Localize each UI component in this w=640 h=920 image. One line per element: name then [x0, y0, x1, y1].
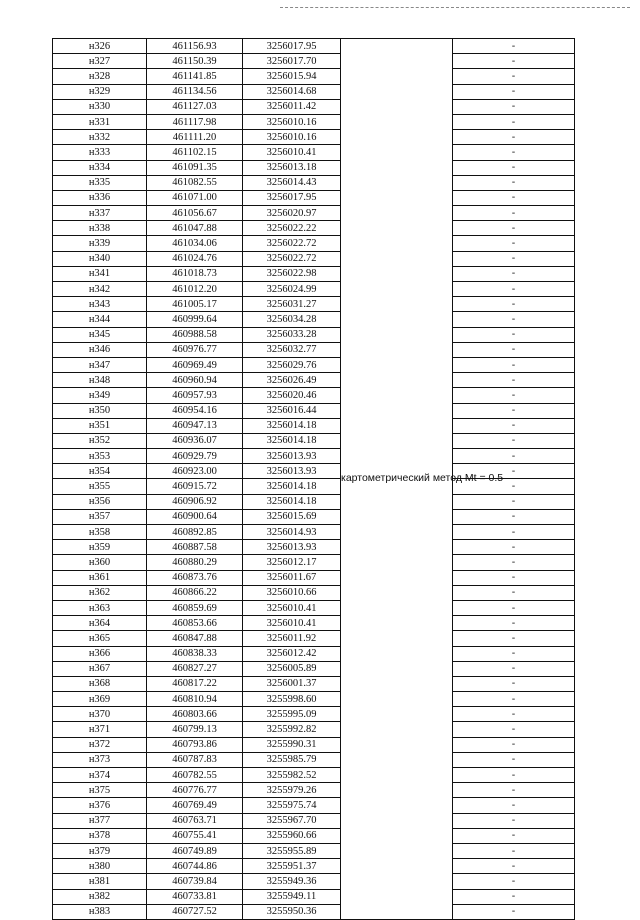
accuracy-cell: - [453, 357, 575, 372]
coordinates-table-body [53, 39, 575, 920]
y-coordinate-cell: 3256022.22 [243, 221, 341, 236]
x-coordinate-cell: 460887.58 [147, 540, 243, 555]
table-row [53, 54, 575, 69]
table-row [53, 737, 575, 752]
y-coordinate-cell: 3256017.70 [243, 54, 341, 69]
point-id-cell: н356 [53, 494, 147, 509]
y-coordinate-cell: 3256015.69 [243, 509, 341, 524]
y-coordinate-cell: 3255949.11 [243, 889, 341, 904]
table-row [53, 403, 575, 418]
point-id-cell: н329 [53, 84, 147, 99]
point-id-cell: н334 [53, 160, 147, 175]
point-id-cell: н348 [53, 373, 147, 388]
x-coordinate-cell: 461156.93 [147, 39, 243, 54]
table-row [53, 130, 575, 145]
x-coordinate-cell: 460817.22 [147, 676, 243, 691]
point-id-cell: н381 [53, 874, 147, 889]
x-coordinate-cell: 460739.84 [147, 874, 243, 889]
x-coordinate-cell: 461134.56 [147, 84, 243, 99]
x-coordinate-cell: 460900.64 [147, 509, 243, 524]
table-row [53, 357, 575, 372]
point-id-cell: н374 [53, 768, 147, 783]
y-coordinate-cell: 3256012.42 [243, 646, 341, 661]
point-id-cell: н352 [53, 433, 147, 448]
accuracy-cell: - [453, 631, 575, 646]
x-coordinate-cell: 460923.00 [147, 464, 243, 479]
y-coordinate-cell: 3256015.94 [243, 69, 341, 84]
x-coordinate-cell: 461056.67 [147, 206, 243, 221]
accuracy-cell: - [453, 312, 575, 327]
y-coordinate-cell: 3255995.09 [243, 707, 341, 722]
accuracy-cell: - [453, 145, 575, 160]
accuracy-cell: - [453, 266, 575, 281]
point-id-cell: н370 [53, 707, 147, 722]
x-coordinate-cell: 460957.93 [147, 388, 243, 403]
point-id-cell: н383 [53, 904, 147, 919]
x-coordinate-cell: 461117.98 [147, 114, 243, 129]
x-coordinate-cell: 460906.92 [147, 494, 243, 509]
accuracy-cell: - [453, 692, 575, 707]
point-id-cell: н372 [53, 737, 147, 752]
table-row [53, 327, 575, 342]
y-coordinate-cell: 3256024.99 [243, 282, 341, 297]
accuracy-cell: - [453, 509, 575, 524]
page-top-rule [280, 7, 630, 8]
table-row [53, 540, 575, 555]
table-row [53, 221, 575, 236]
table-row [53, 798, 575, 813]
y-coordinate-cell: 3256031.27 [243, 297, 341, 312]
x-coordinate-cell: 460873.76 [147, 570, 243, 585]
point-id-cell: н342 [53, 282, 147, 297]
point-id-cell: н367 [53, 661, 147, 676]
y-coordinate-cell: 3256034.28 [243, 312, 341, 327]
point-id-cell: н337 [53, 206, 147, 221]
y-coordinate-cell: 3256011.67 [243, 570, 341, 585]
accuracy-cell: - [453, 525, 575, 540]
x-coordinate-cell: 461005.17 [147, 297, 243, 312]
y-coordinate-cell: 3255950.36 [243, 904, 341, 919]
x-coordinate-cell: 461012.20 [147, 282, 243, 297]
x-coordinate-cell: 461102.15 [147, 145, 243, 160]
x-coordinate-cell: 460776.77 [147, 783, 243, 798]
point-id-cell: н350 [53, 403, 147, 418]
point-id-cell: н378 [53, 828, 147, 843]
accuracy-cell: - [453, 418, 575, 433]
accuracy-cell: - [453, 373, 575, 388]
table-row [53, 676, 575, 691]
accuracy-cell: - [453, 661, 575, 676]
table-row [53, 297, 575, 312]
accuracy-cell: - [453, 859, 575, 874]
y-coordinate-cell: 3256013.93 [243, 464, 341, 479]
table-row [53, 251, 575, 266]
table-row [53, 828, 575, 843]
x-coordinate-cell: 460838.33 [147, 646, 243, 661]
table-row [53, 388, 575, 403]
point-id-cell: н361 [53, 570, 147, 585]
point-id-cell: н353 [53, 449, 147, 464]
x-coordinate-cell: 461018.73 [147, 266, 243, 281]
y-coordinate-cell: 3256026.49 [243, 373, 341, 388]
point-id-cell: н344 [53, 312, 147, 327]
x-coordinate-cell: 461091.35 [147, 160, 243, 175]
accuracy-cell: - [453, 342, 575, 357]
point-id-cell: н354 [53, 464, 147, 479]
table-row [53, 494, 575, 509]
accuracy-cell: - [453, 570, 575, 585]
x-coordinate-cell: 461082.55 [147, 175, 243, 190]
point-id-cell: н364 [53, 616, 147, 631]
point-id-cell: н346 [53, 342, 147, 357]
x-coordinate-cell: 460976.77 [147, 342, 243, 357]
accuracy-cell: - [453, 99, 575, 114]
point-id-cell: н335 [53, 175, 147, 190]
accuracy-cell: - [453, 449, 575, 464]
x-coordinate-cell: 461127.03 [147, 99, 243, 114]
accuracy-cell: - [453, 540, 575, 555]
table-row [53, 570, 575, 585]
x-coordinate-cell: 460769.49 [147, 798, 243, 813]
point-id-cell: н343 [53, 297, 147, 312]
y-coordinate-cell: 3256020.97 [243, 206, 341, 221]
y-coordinate-cell: 3256012.17 [243, 555, 341, 570]
x-coordinate-cell: 460866.22 [147, 585, 243, 600]
point-id-cell: н366 [53, 646, 147, 661]
point-id-cell: н362 [53, 585, 147, 600]
y-coordinate-cell: 3256014.18 [243, 479, 341, 494]
point-id-cell: н380 [53, 859, 147, 874]
x-coordinate-cell: 460727.52 [147, 904, 243, 919]
accuracy-cell: - [453, 464, 575, 479]
table-row [53, 661, 575, 676]
table-row [53, 418, 575, 433]
point-id-cell: н332 [53, 130, 147, 145]
y-coordinate-cell: 3256011.92 [243, 631, 341, 646]
x-coordinate-cell: 460803.66 [147, 707, 243, 722]
point-id-cell: н326 [53, 39, 147, 54]
point-id-cell: н331 [53, 114, 147, 129]
y-coordinate-cell: 3256013.93 [243, 449, 341, 464]
table-row [53, 175, 575, 190]
x-coordinate-cell: 460847.88 [147, 631, 243, 646]
table-row [53, 39, 575, 54]
x-coordinate-cell: 460936.07 [147, 433, 243, 448]
accuracy-cell: - [453, 722, 575, 737]
y-coordinate-cell: 3256010.16 [243, 130, 341, 145]
y-coordinate-cell: 3256013.18 [243, 160, 341, 175]
table-row [53, 114, 575, 129]
x-coordinate-cell: 460799.13 [147, 722, 243, 737]
accuracy-cell: - [453, 479, 575, 494]
accuracy-cell: - [453, 616, 575, 631]
y-coordinate-cell: 3256020.46 [243, 388, 341, 403]
accuracy-cell: - [453, 206, 575, 221]
accuracy-cell: - [453, 190, 575, 205]
accuracy-cell: - [453, 160, 575, 175]
table-row [53, 509, 575, 524]
y-coordinate-cell: 3255960.66 [243, 828, 341, 843]
accuracy-cell: - [453, 889, 575, 904]
y-coordinate-cell: 3255951.37 [243, 859, 341, 874]
y-coordinate-cell: 3255992.82 [243, 722, 341, 737]
table-row [53, 843, 575, 858]
accuracy-cell: - [453, 737, 575, 752]
accuracy-cell: - [453, 69, 575, 84]
y-coordinate-cell: 3255975.74 [243, 798, 341, 813]
x-coordinate-cell: 460810.94 [147, 692, 243, 707]
y-coordinate-cell: 3255985.79 [243, 752, 341, 767]
point-id-cell: н373 [53, 752, 147, 767]
x-coordinate-cell: 460892.85 [147, 525, 243, 540]
accuracy-cell: - [453, 798, 575, 813]
accuracy-cell: - [453, 707, 575, 722]
table-row [53, 904, 575, 919]
accuracy-cell: - [453, 388, 575, 403]
y-coordinate-cell: 3256014.93 [243, 525, 341, 540]
accuracy-cell: - [453, 646, 575, 661]
table-row [53, 266, 575, 281]
x-coordinate-cell: 460793.86 [147, 737, 243, 752]
point-id-cell: н382 [53, 889, 147, 904]
accuracy-cell: - [453, 433, 575, 448]
point-id-cell: н363 [53, 600, 147, 615]
x-coordinate-cell: 461111.20 [147, 130, 243, 145]
point-id-cell: н327 [53, 54, 147, 69]
table-row [53, 692, 575, 707]
accuracy-cell: - [453, 813, 575, 828]
point-id-cell: н355 [53, 479, 147, 494]
table-row [53, 600, 575, 615]
x-coordinate-cell: 460960.94 [147, 373, 243, 388]
point-id-cell: н379 [53, 843, 147, 858]
accuracy-cell: - [453, 555, 575, 570]
x-coordinate-cell: 460763.71 [147, 813, 243, 828]
table-row [53, 145, 575, 160]
accuracy-cell: - [453, 752, 575, 767]
y-coordinate-cell: 3255949.36 [243, 874, 341, 889]
accuracy-cell: - [453, 297, 575, 312]
point-id-cell: н339 [53, 236, 147, 251]
table-row [53, 282, 575, 297]
y-coordinate-cell: 3256005.89 [243, 661, 341, 676]
accuracy-cell: - [453, 843, 575, 858]
y-coordinate-cell: 3256014.18 [243, 494, 341, 509]
point-id-cell: н369 [53, 692, 147, 707]
point-id-cell: н368 [53, 676, 147, 691]
y-coordinate-cell: 3256017.95 [243, 39, 341, 54]
table-row [53, 813, 575, 828]
y-coordinate-cell: 3255982.52 [243, 768, 341, 783]
y-coordinate-cell: 3256014.68 [243, 84, 341, 99]
accuracy-cell: - [453, 251, 575, 266]
y-coordinate-cell: 3256014.18 [243, 433, 341, 448]
accuracy-cell: - [453, 768, 575, 783]
table-row [53, 889, 575, 904]
point-id-cell: н333 [53, 145, 147, 160]
accuracy-cell: - [453, 783, 575, 798]
x-coordinate-cell: 460827.27 [147, 661, 243, 676]
accuracy-cell: - [453, 236, 575, 251]
table-row [53, 312, 575, 327]
accuracy-cell: - [453, 494, 575, 509]
table-row [53, 99, 575, 114]
table-row [53, 874, 575, 889]
table-row [53, 433, 575, 448]
x-coordinate-cell: 461141.85 [147, 69, 243, 84]
accuracy-cell: - [453, 282, 575, 297]
accuracy-cell: - [453, 39, 575, 54]
point-id-cell: н357 [53, 509, 147, 524]
point-id-cell: н328 [53, 69, 147, 84]
accuracy-cell: - [453, 585, 575, 600]
point-id-cell: н371 [53, 722, 147, 737]
y-coordinate-cell: 3256022.72 [243, 251, 341, 266]
y-coordinate-cell: 3256022.72 [243, 236, 341, 251]
point-id-cell: н360 [53, 555, 147, 570]
accuracy-cell: - [453, 54, 575, 69]
table-row [53, 373, 575, 388]
y-coordinate-cell: 3256010.41 [243, 600, 341, 615]
accuracy-cell: - [453, 175, 575, 190]
y-coordinate-cell: 3256029.76 [243, 357, 341, 372]
y-coordinate-cell: 3256014.18 [243, 418, 341, 433]
x-coordinate-cell: 461047.88 [147, 221, 243, 236]
point-id-cell: н376 [53, 798, 147, 813]
point-id-cell: н349 [53, 388, 147, 403]
x-coordinate-cell: 461034.06 [147, 236, 243, 251]
x-coordinate-cell: 461024.76 [147, 251, 243, 266]
y-coordinate-cell: 3256014.43 [243, 175, 341, 190]
accuracy-cell: - [453, 904, 575, 919]
accuracy-cell: - [453, 828, 575, 843]
table-row [53, 236, 575, 251]
accuracy-cell: - [453, 84, 575, 99]
x-coordinate-cell: 460947.13 [147, 418, 243, 433]
y-coordinate-cell: 3256032.77 [243, 342, 341, 357]
y-coordinate-cell: 3256013.93 [243, 540, 341, 555]
y-coordinate-cell: 3256022.98 [243, 266, 341, 281]
x-coordinate-cell: 460969.49 [147, 357, 243, 372]
point-id-cell: н351 [53, 418, 147, 433]
y-coordinate-cell: 3256010.41 [243, 145, 341, 160]
point-id-cell: н359 [53, 540, 147, 555]
table-row [53, 190, 575, 205]
coordinates-table [52, 38, 575, 920]
table-row [53, 783, 575, 798]
x-coordinate-cell: 460744.86 [147, 859, 243, 874]
point-id-cell: н340 [53, 251, 147, 266]
x-coordinate-cell: 461150.39 [147, 54, 243, 69]
table-row [53, 722, 575, 737]
method-cell: картометрический метод Mt = 0.5 [341, 39, 453, 920]
y-coordinate-cell: 3255955.89 [243, 843, 341, 858]
point-id-cell: н336 [53, 190, 147, 205]
y-coordinate-cell: 3256033.28 [243, 327, 341, 342]
table-row [53, 752, 575, 767]
y-coordinate-cell: 3255967.70 [243, 813, 341, 828]
x-coordinate-cell: 460915.72 [147, 479, 243, 494]
x-coordinate-cell: 460859.69 [147, 600, 243, 615]
point-id-cell: н358 [53, 525, 147, 540]
y-coordinate-cell: 3256010.16 [243, 114, 341, 129]
x-coordinate-cell: 460733.81 [147, 889, 243, 904]
y-coordinate-cell: 3256010.41 [243, 616, 341, 631]
point-id-cell: н375 [53, 783, 147, 798]
x-coordinate-cell: 460755.41 [147, 828, 243, 843]
accuracy-cell: - [453, 221, 575, 236]
table-row [53, 859, 575, 874]
table-row [53, 768, 575, 783]
point-id-cell: н347 [53, 357, 147, 372]
x-coordinate-cell: 460929.79 [147, 449, 243, 464]
y-coordinate-cell: 3256016.44 [243, 403, 341, 418]
point-id-cell: н330 [53, 99, 147, 114]
table-row [53, 342, 575, 357]
x-coordinate-cell: 460853.66 [147, 616, 243, 631]
table-row [53, 160, 575, 175]
accuracy-cell: - [453, 600, 575, 615]
x-coordinate-cell: 460749.89 [147, 843, 243, 858]
point-id-cell: н365 [53, 631, 147, 646]
y-coordinate-cell: 3256010.66 [243, 585, 341, 600]
table-row [53, 555, 575, 570]
point-id-cell: н338 [53, 221, 147, 236]
table-row [53, 84, 575, 99]
accuracy-cell: - [453, 874, 575, 889]
accuracy-cell: - [453, 403, 575, 418]
accuracy-cell: - [453, 130, 575, 145]
y-coordinate-cell: 3255979.26 [243, 783, 341, 798]
table-row [53, 646, 575, 661]
accuracy-cell: - [453, 327, 575, 342]
table-row [53, 69, 575, 84]
y-coordinate-cell: 3256017.95 [243, 190, 341, 205]
x-coordinate-cell: 460880.29 [147, 555, 243, 570]
x-coordinate-cell: 460999.64 [147, 312, 243, 327]
accuracy-cell: - [453, 676, 575, 691]
x-coordinate-cell: 460954.16 [147, 403, 243, 418]
y-coordinate-cell: 3256011.42 [243, 99, 341, 114]
table-row [53, 707, 575, 722]
table-row [53, 631, 575, 646]
point-id-cell: н345 [53, 327, 147, 342]
x-coordinate-cell: 460787.83 [147, 752, 243, 767]
point-id-cell: н341 [53, 266, 147, 281]
x-coordinate-cell: 460988.58 [147, 327, 243, 342]
table-row [53, 449, 575, 464]
y-coordinate-cell: 3255998.60 [243, 692, 341, 707]
table-row [53, 616, 575, 631]
y-coordinate-cell: 3255990.31 [243, 737, 341, 752]
point-id-cell: н377 [53, 813, 147, 828]
table-row [53, 206, 575, 221]
table-row [53, 585, 575, 600]
y-coordinate-cell: 3256001.37 [243, 676, 341, 691]
x-coordinate-cell: 460782.55 [147, 768, 243, 783]
x-coordinate-cell: 461071.00 [147, 190, 243, 205]
accuracy-cell: - [453, 114, 575, 129]
table-row [53, 525, 575, 540]
